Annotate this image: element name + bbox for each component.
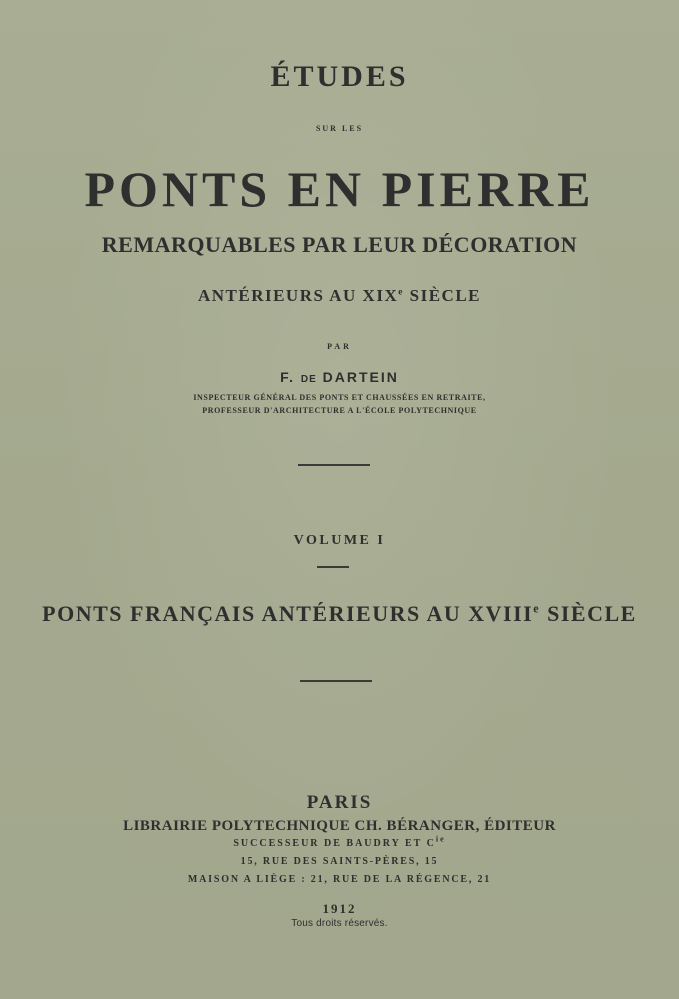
volume-title-suffix: SIÈCLE	[540, 601, 637, 626]
volume-title-prefix: PONTS FRANÇAIS ANTÉRIEURS AU XVIII	[42, 601, 534, 626]
imprint-year: 1912	[322, 901, 357, 916]
divider-rule	[298, 464, 370, 466]
period-subtitle	[0, 286, 679, 306]
imprint-address-paris: 15, RUE DES SAINTS-PÈRES, 15	[240, 856, 439, 867]
period-superscript: e	[398, 287, 404, 298]
imprint-city: PARIS	[306, 792, 373, 813]
author-surname: DARTEIN	[322, 369, 399, 385]
author-name	[0, 369, 679, 385]
divider-rule	[300, 680, 372, 682]
author-credential-2: PROFESSEUR D'ARCHITECTURE A L'ÉCOLE POLYTECHNIQUE	[202, 406, 477, 415]
imprint-address-liege: MAISON A LIÈGE : 21, RUE DE LA RÉGENCE, 21	[187, 874, 492, 885]
volume-title-superscript: e	[533, 601, 541, 616]
author-initial: F.	[280, 369, 295, 385]
main-title: PONTS EN PIERRE	[84, 161, 595, 217]
author-particle: DE	[300, 374, 317, 385]
successor-superscript: ie	[435, 834, 446, 844]
title-etudes: ÉTUDES	[270, 60, 409, 93]
volume-divider	[317, 566, 349, 568]
successor-prefix: SUCCESSEUR DE BAUDRY ET C	[233, 838, 436, 849]
imprint-successor	[0, 834, 679, 849]
by-label: PAR	[327, 342, 352, 351]
rights-notice: Tous droits réservés.	[291, 918, 388, 929]
volume-label: VOLUME I	[293, 533, 386, 548]
title-connector: SUR LES	[315, 124, 364, 133]
author-credential-1: INSPECTEUR GÉNÉRAL DES PONTS ET CHAUSSÉES EN RETRAITE,	[193, 393, 486, 402]
period-prefix: ANTÉRIEURS AU XIX	[197, 286, 399, 305]
volume-title	[0, 601, 679, 627]
subtitle: REMARQUABLES PAR LEUR DÉCORATION	[101, 232, 578, 257]
period-suffix: SIÈCLE	[403, 286, 482, 305]
imprint-publisher: LIBRAIRIE POLYTECHNIQUE CH. BÉRANGER, ÉDITEUR	[123, 818, 556, 834]
